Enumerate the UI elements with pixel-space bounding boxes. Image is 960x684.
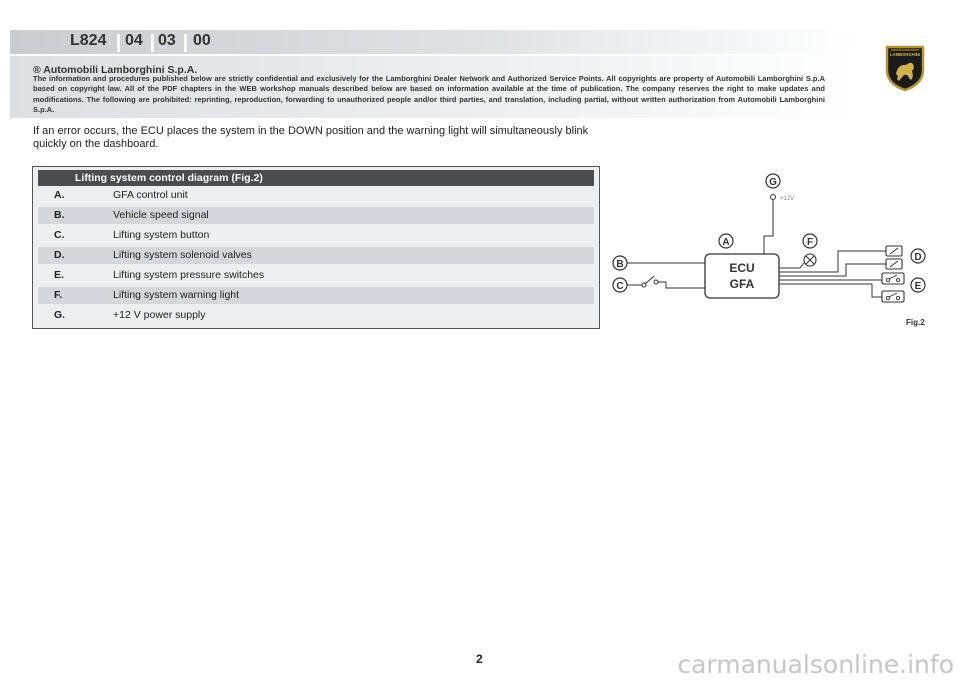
row-value: Lifting system solenoid valves <box>113 249 252 261</box>
row-key: A. <box>54 189 65 201</box>
row-value: Lifting system pressure switches <box>113 269 265 281</box>
doc-code-group: 04 <box>125 32 143 49</box>
doc-code-revision: 00 <box>193 32 211 49</box>
button-wire <box>658 282 705 288</box>
lifting-system-diagram <box>610 170 940 330</box>
row-key: C. <box>54 229 65 241</box>
supply-voltage-label: +12V <box>780 196 795 202</box>
table-row <box>38 187 594 204</box>
ecu-label: ECU <box>729 261 755 275</box>
lamp-wire <box>779 263 804 268</box>
solenoid-valve-icon <box>886 259 902 269</box>
intro-paragraph: If an error occurs, the ECU places the system in the DOWN position and the warning light will simultaneously blink quickly on the dashboard. <box>33 125 589 150</box>
code-separator <box>151 34 154 52</box>
solenoid-valve-icon <box>886 246 902 256</box>
label-d: D <box>914 252 922 263</box>
table-row <box>38 287 594 304</box>
table-row <box>38 247 594 264</box>
legend-table-header <box>38 170 594 186</box>
row-value: Vehicle speed signal <box>113 209 209 221</box>
table-row <box>38 207 594 224</box>
table-row <box>38 227 594 244</box>
legend-table <box>32 166 600 329</box>
pressure-switch-icon <box>882 291 904 302</box>
row-value: GFA control unit <box>113 189 188 201</box>
row-value: Lifting system warning light <box>113 289 240 301</box>
row-value: +12 V power supply <box>113 309 206 321</box>
valve-wire <box>779 251 886 272</box>
code-separator <box>117 34 120 52</box>
label-g: G <box>769 177 777 188</box>
legal-notice: The information and procedures published below are strictly confidential and exclusively for the Lamborghini Dealer Network and Authorized Service Points. All copyrights are property of Automobili Lamborghini S.p.A based on copyright law. All of the PDF chapters in the WEB workshop manuals described below are based on information available at the time of publication. The company reserves the right to make updates and modifications. The following are prohibited: reprinting, reproduction, forwarding to unauthorized people and/or third parties, and translation, including partial, without written authorization from Automobili Lamborghini S.p.A. <box>33 74 825 115</box>
figure-caption: Fig.2 <box>906 318 925 327</box>
row-value: Lifting system button <box>113 229 210 241</box>
legal-title: ® Automobili Lamborghini S.p.A. <box>33 64 198 76</box>
page-number: 2 <box>476 652 483 666</box>
legend-table-title: Lifting system control diagram (Fig.2) <box>75 172 263 184</box>
row-key: D. <box>54 249 65 261</box>
label-b: B <box>616 259 624 270</box>
row-key: E. <box>54 269 64 281</box>
switch-wire <box>779 284 882 297</box>
code-separator <box>184 34 187 52</box>
label-a: A <box>722 237 730 248</box>
lamborghini-logo <box>884 44 926 92</box>
row-key: B. <box>54 209 65 221</box>
button-switch-icon <box>627 276 658 287</box>
table-row <box>38 267 594 284</box>
doc-code-section: 03 <box>158 32 176 49</box>
label-e: E <box>914 281 922 292</box>
table-row <box>38 307 594 324</box>
logo-wordmark: LAMBORGHINI <box>889 52 921 57</box>
supply-wire <box>764 200 773 254</box>
warning-lamp-icon <box>804 254 816 266</box>
gfa-label: GFA <box>729 277 755 291</box>
row-key: F. <box>54 289 63 301</box>
watermark: carmanualsonline.info <box>677 650 954 679</box>
doc-code-model: L824 <box>70 32 107 49</box>
label-c: C <box>616 281 624 292</box>
row-key: G. <box>54 309 66 321</box>
pressure-switch-icon <box>882 273 904 284</box>
label-f: F <box>806 237 814 248</box>
valve-wire <box>779 264 886 276</box>
supply-terminal <box>771 195 776 200</box>
